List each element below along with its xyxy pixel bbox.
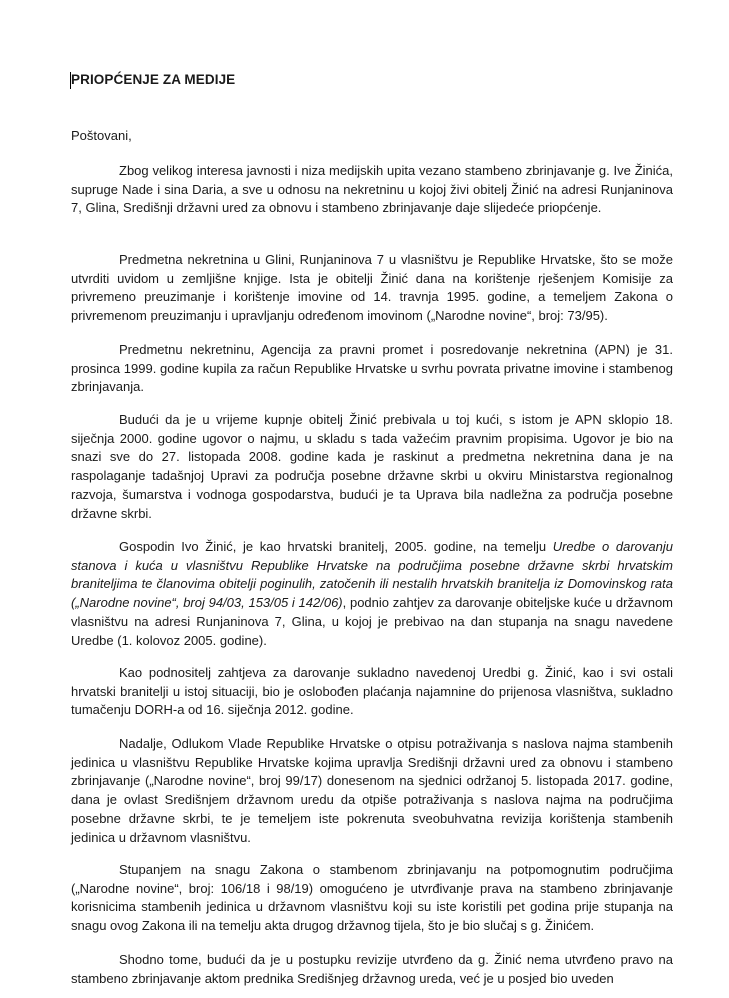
paragraph-text: Gospodin Ivo Žinić, je kao hrvatski branitelj, 2005. godine, na temelju <box>119 539 553 554</box>
paragraph: Predmetnu nekretninu, Agencija za pravni promet i posredovanje nekretnina (APN) je 31. prosinca 1999. godine kupila za račun Republike Hrvatske u svrhu povrata privatne imovine i stambenog zbrinjavanja. <box>71 342 673 395</box>
paragraph: Nadalje, Odlukom Vlade Republike Hrvatske o otpisu potraživanja s naslova najma stambenih jedinica u vlasništvu Republike Hrvatske kojima upravlja Središnji državni ured za obnovu i stambeno zbrinjavanje („Narodne novine“, broj 99/17) donesenom na sjednici održanoj 5. listopada 2017. godine, dana je ovlast Središnjem državnom uredu da otpiše potraživanja s naslova najma na područjima posebne državne skrbi, te je temeljem iste pokrenuta sveobuhvatna revizija korištenja stambenih jedinica u državnom vlasništvu. <box>71 736 673 845</box>
paragraph: Zbog velikog interesa javnosti i niza medijskih upita vezano stambeno zbrinjavanje g. Ive Žinića, supruge Nade i sina Daria, a sve u odnosu na nekretninu u kojoj živi obitelj Žinić na adresi Runjaninova 7, Glina, Središnji državni ured za obnovu i stambeno zbrinjavanje daje slijedeće priopćenje. <box>71 163 673 216</box>
paragraph-text: , podnio zahtjev za darovanje obiteljske kuće u državnom vlasništvu na adresi Runjaninova 7, Glina, u kojoj je prebivao na dan stupanja na snagu navedene Uredbe (1. kolovoz 2005. godine). <box>71 595 673 648</box>
paragraph <box>71 538 673 650</box>
paragraph: Stupanjem na snagu Zakona o stambenom zbrinjavanju na potpomognutim područjima („Narodne novine“, broj: 106/18 i 98/19) omogućeno je utvrđivanje prava na stambeno zbrinjavanje korisnicima stambenih jedinica u državnom vlasništvu koji su iste koristili pet godina prije stupanja na snagu ovog Zakona ili na temelju akta drugog državnog tijela, što je bio slučaj s g. Žinićem. <box>71 862 673 934</box>
paragraph: Shodno tome, budući da je u postupku revizije utvrđeno da g. Žinić nema utvrđeno pravo na stambeno zbrinjavanje aktom prednika Središnjeg državnog ureda, već je u posjed bio uveden <box>71 952 673 986</box>
greeting: Poštovani, <box>71 128 132 143</box>
paragraph: Kao podnositelj zahtjeva za darovanje sukladno navedenoj Uredbi g. Žinić, kao i svi ostali hrvatski branitelji u istoj situaciji, bio je oslobođen plaćanja najamnine do prijenosa vlasništva, sukladno tumačenju DORH-a od 16. siječnja 2012. godine. <box>71 665 673 718</box>
regulation-title: Uredbe o darovanju stanova i kuća u vlasništvu Republike Hrvatske na područjima posebne državne skrbi hrvatskim braniteljima te članovima obitelji poginulih, zatočenih ili nestalih hrvatskih branitelja iz Domovinskog rata („Narodne novine“, broj 94/03, 153/05 i 142/06) <box>71 539 673 611</box>
paragraph: Budući da je u vrijeme kupnje obitelj Žinić prebivala u toj kući, s istom je APN sklopio 18. siječnja 2000. godine ugovor o najmu, u skladu s tada važećim pravnim propisima. Ugovor je bio na snazi sve do 27. listopada 2008. godine kada je raskinut a predmetna nekretnina dana je na raspolaganje tadašnjoj Upravi za područja posebne državne skrbi u okviru Ministarstva regionalnog razvoja, šumarstva i vodnoga gospodarstva, budući je ta Uprava bila nadležna za područja posebne državne skrbi. <box>71 412 673 521</box>
paragraph: Predmetna nekretnina u Glini, Runjaninova 7 u vlasništvu je Republike Hrvatske, što se može utvrditi uvidom u zemljišne knjige. Ista je obitelji Žinić dana na korištenje rješenjem Komisije za privremeno preuzimanje i korištenje imovine od 14. travnja 1995. godine, a temeljem Zakona o privremenom preuzimanju i upravljanju određenom imovinom („Narodne novine“, broj: 73/95). <box>71 252 673 324</box>
document-title: PRIOPĆENJE ZA MEDIJE <box>71 72 236 87</box>
